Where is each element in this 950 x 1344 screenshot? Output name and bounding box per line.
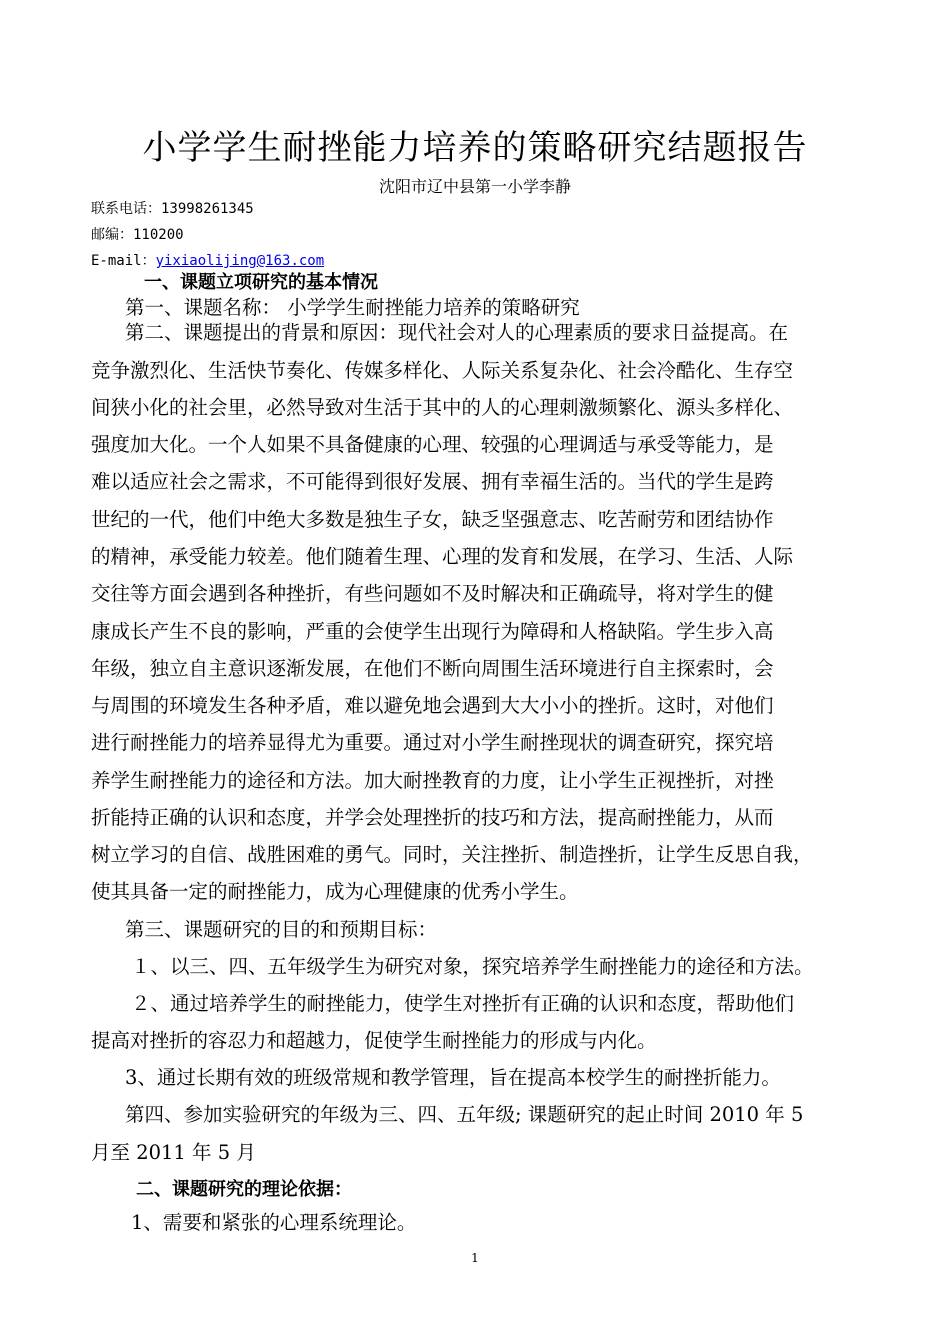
- email-link[interactable]: yixiaolijing@163.com: [155, 253, 325, 269]
- goal-item-3: 3、通过长期有效的班级常规和教学管理，旨在提高本校学生的耐挫折能力。: [125, 1066, 781, 1089]
- contact-postcode: 邮编：110200: [91, 227, 184, 243]
- section1-heading: 一、课题立项研究的基本情况: [144, 272, 378, 293]
- paragraph-line: 康成长产生不良的影响，严重的会使学生出现行为障碍和人格缺陷。学生步入高: [91, 620, 774, 643]
- paragraph-line: 强度加大化。一个人如果不具备健康的心理、较强的心理调适与承受等能力，是: [91, 433, 774, 456]
- paragraph-line: 进行耐挫能力的培养显得尤为重要。通过对小学生耐挫现状的调查研究，探究培: [91, 731, 774, 754]
- paragraph-line: 竞争激烈化、生活快节奏化、传媒多样化、人际关系复杂化、社会冷酷化、生存空: [91, 359, 794, 382]
- paragraph-line: 第二、课题提出的背景和原因：现代社会对人的心理素质的要求日益提高。在: [125, 321, 789, 344]
- paragraph-line: 间狭小化的社会里，必然导致对生活于其中的人的心理刺激频繁化、源头多样化、: [91, 396, 794, 419]
- goal-item-2: ２、通过培养学生的耐挫能力，使学生对挫折有正确的认识和态度，帮助他们: [131, 992, 795, 1015]
- goals-heading: 第三、课题研究的目的和预期目标：: [125, 918, 438, 941]
- theory-item-1: 1、需要和紧张的心理系统理论。: [131, 1211, 417, 1234]
- grades-line: 第四、参加实验研究的年级为三、四、五年级; 课题研究的起止时间 2010 年 5: [125, 1103, 804, 1126]
- author-line: 沈阳市辽中县第一小学李静: [378, 177, 571, 196]
- topic-name-line: 第一、课题名称： 小学学生耐挫能力培养的策略研究: [125, 296, 580, 319]
- contact-phone: 联系电话：13998261345: [91, 201, 254, 217]
- paragraph-line: 难以适应社会之需求，不可能得到很好发展、拥有幸福生活的。当代的学生是跨: [91, 470, 774, 493]
- paragraph-line: 世纪的一代，他们中绝大多数是独生子女，缺乏坚强意志、吃苦耐劳和团结协作: [91, 508, 774, 531]
- paragraph-line: 的精神，承受能力较差。他们随着生理、心理的发育和发展，在学习、生活、人际: [91, 545, 794, 568]
- paragraph-line: 使其具备一定的耐挫能力，成为心理健康的优秀小学生。: [91, 880, 579, 903]
- section2-heading: 二、课题研究的理论依据：: [136, 1179, 352, 1200]
- paragraph-line: 与周围的环境发生各种矛盾，难以避免地会遇到大大小小的挫折。这时，对他们: [91, 694, 774, 717]
- grades-line-cont: 月至 2011 年 5 月: [91, 1141, 256, 1164]
- paragraph-line: 养学生耐挫能力的途径和方法。加大耐挫教育的力度，让小学生正视挫折，对挫: [91, 769, 774, 792]
- report-title: 小学学生耐挫能力培养的策略研究结题报告: [142, 128, 808, 168]
- paragraph-line: 树立学习的自信、战胜困难的勇气。同时，关注挫折、制造挫折，让学生反思自我，: [91, 843, 813, 866]
- page-number: 1: [471, 1251, 479, 1265]
- paragraph-line: 折能持正确的认识和态度，并学会处理挫折的技巧和方法，提高耐挫能力，从而: [91, 806, 774, 829]
- email-label: E-mail：: [91, 253, 156, 269]
- goal-item-1: １、以三、四、五年级学生为研究对象，探究培养学生耐挫能力的途径和方法。: [131, 955, 814, 978]
- contact-email: [91, 251, 324, 271]
- paragraph-line: 年级，独立自主意识逐渐发展，在他们不断向周围生活环境进行自主探索时，会: [91, 657, 774, 680]
- goal-item-2-cont: 提高对挫折的容忍力和超越力，促使学生耐挫能力的形成与内化。: [91, 1029, 657, 1052]
- paragraph-line: 交往等方面会遇到各种挫折，有些问题如不及时解决和正确疏导，将对学生的健: [91, 582, 774, 605]
